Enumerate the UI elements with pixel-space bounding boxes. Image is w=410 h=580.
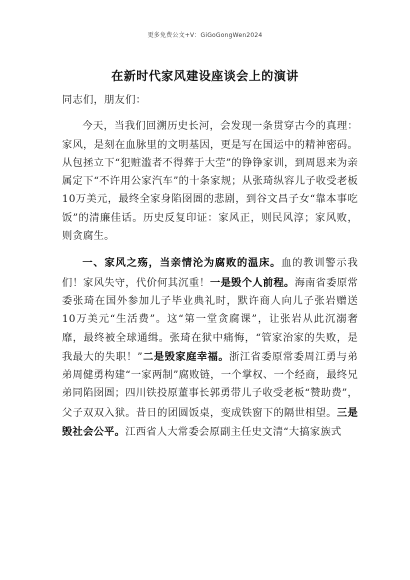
paragraph-text: 江西省人大常委会原副主任史文清“大搞家族式 bbox=[125, 427, 342, 439]
paragraph-text: 海南省委原常委张琦在国外参加儿子毕业典礼时，默许商人向儿子张岩赠送10万美元“生活费”。这“第一堂贪腐课”，让张岩从此沉溺奢靡，最终被全球通缉。张琦在狱中痛悔，“管家治家的失败，是我最大的失职！” bbox=[62, 277, 358, 363]
paragraph-intro: 今天，当我们回溯历史长河，会发现一条贯穿古今的真理：家风，是刻在血脉里的文明基因，更是写在国运中的精神密码。从包拯立下“犯赃滥者不得葬于大茔”的铮铮家训，到周恩来为亲属定下“不许用公家汽车”的十条家规；从张琦纵容儿子收受老板10万美元，最终全家身陷囹圄的悲剧，到谷文昌子女“靠本事吃饭”的清廉佳话。历史反复印证：家风正，则民风淳；家风败，则贪腐生。 bbox=[62, 121, 358, 243]
point-heading-3: 三是毁社会公平。 bbox=[62, 406, 358, 439]
paragraph-text: 血的教训警示我们！家风失守，代价何其沉重！ bbox=[62, 258, 358, 289]
point-heading-2: 二是毁家庭幸福。 bbox=[142, 350, 230, 363]
section-heading: 一、家风之殇，当亲情沦为腐败的温床。 bbox=[82, 257, 282, 270]
document-title: 在新时代家风建设座谈会上的演讲 bbox=[111, 69, 299, 83]
paragraph-text: 浙江省委原常委周江勇与弟弟周健勇构建“一家两制”腐败链，一个掌权、一个经商，最终兄弟同陷囹圄；四川铁投原董事长郭勇带儿子收受老板“赞助费”，父子双双入狱。昔日的团圆饭桌，变成铁窗下的隔世相望。 bbox=[62, 351, 358, 419]
paragraph-section-one bbox=[62, 254, 358, 442]
salutation: 同志们，朋友们： bbox=[62, 95, 147, 106]
point-heading-1: 一是毁个人前程。 bbox=[210, 276, 295, 289]
page-header: 更多免费公文+V：GiGoGongWen2024 bbox=[147, 32, 263, 39]
document-body bbox=[62, 92, 358, 442]
